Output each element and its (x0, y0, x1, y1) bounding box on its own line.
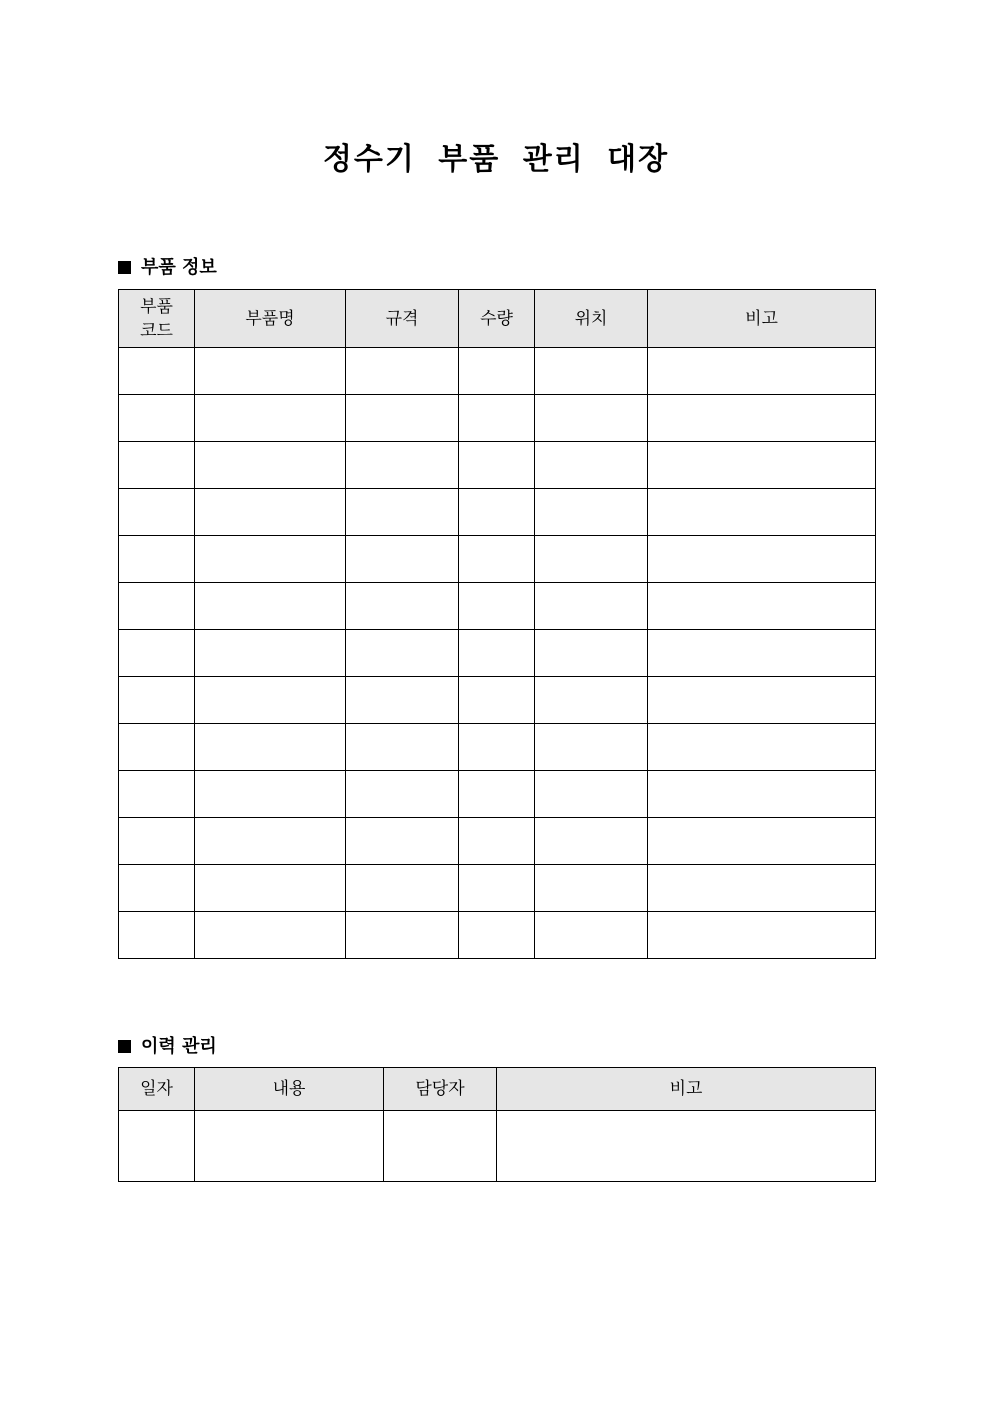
table-cell[interactable] (535, 348, 648, 395)
table-cell[interactable] (346, 489, 459, 536)
parts-table-header (119, 290, 876, 348)
history-table-row (119, 1111, 876, 1182)
table-cell[interactable] (195, 912, 346, 959)
table-cell[interactable] (459, 348, 535, 395)
table-cell[interactable] (195, 536, 346, 583)
table-cell[interactable] (459, 818, 535, 865)
table-cell[interactable] (459, 583, 535, 630)
table-cell[interactable] (119, 583, 195, 630)
table-cell[interactable] (648, 771, 876, 818)
table-cell[interactable] (648, 865, 876, 912)
table-cell[interactable] (535, 771, 648, 818)
table-cell[interactable] (119, 630, 195, 677)
table-cell[interactable] (119, 442, 195, 489)
parts-section-heading (118, 253, 217, 279)
table-cell[interactable] (346, 630, 459, 677)
table-cell[interactable] (195, 583, 346, 630)
column-header-quantity: 수량 (459, 290, 535, 348)
parts-table-row (119, 583, 876, 630)
table-cell[interactable] (535, 630, 648, 677)
parts-table-row (119, 395, 876, 442)
table-cell[interactable] (346, 442, 459, 489)
table-cell[interactable] (535, 489, 648, 536)
table-cell[interactable] (459, 630, 535, 677)
table-cell[interactable] (119, 865, 195, 912)
column-header-location: 위치 (535, 290, 648, 348)
table-cell[interactable] (346, 677, 459, 724)
table-cell[interactable] (648, 583, 876, 630)
table-cell[interactable] (535, 536, 648, 583)
table-cell[interactable] (384, 1111, 497, 1182)
table-cell[interactable] (535, 912, 648, 959)
table-cell[interactable] (459, 489, 535, 536)
table-cell[interactable] (535, 442, 648, 489)
table-cell[interactable] (195, 771, 346, 818)
table-cell[interactable] (346, 536, 459, 583)
table-cell[interactable] (119, 395, 195, 442)
table-cell[interactable] (535, 583, 648, 630)
square-bullet-icon (118, 261, 131, 274)
table-cell[interactable] (648, 912, 876, 959)
table-cell[interactable] (119, 912, 195, 959)
parts-table-row (119, 442, 876, 489)
parts-table-row (119, 630, 876, 677)
table-cell[interactable] (195, 1111, 384, 1182)
table-cell[interactable] (195, 489, 346, 536)
table-cell[interactable] (346, 912, 459, 959)
table-cell[interactable] (648, 395, 876, 442)
history-section-heading (118, 1032, 217, 1058)
history-table-header (119, 1068, 876, 1111)
parts-table-row (119, 677, 876, 724)
table-cell[interactable] (119, 536, 195, 583)
column-header-content: 내용 (195, 1068, 384, 1111)
table-cell[interactable] (195, 395, 346, 442)
table-cell[interactable] (459, 395, 535, 442)
table-cell[interactable] (346, 583, 459, 630)
table-cell[interactable] (648, 677, 876, 724)
column-header-history-remarks: 비고 (497, 1068, 876, 1111)
parts-table-row (119, 536, 876, 583)
parts-section-title: 부품 정보 (141, 257, 217, 278)
table-cell[interactable] (195, 818, 346, 865)
page-title: 정수기 부품 관리 대장 (322, 142, 670, 177)
table-cell[interactable] (119, 771, 195, 818)
table-cell[interactable] (535, 865, 648, 912)
table-cell[interactable] (648, 348, 876, 395)
table-cell[interactable] (648, 724, 876, 771)
table-cell[interactable] (535, 724, 648, 771)
table-cell[interactable] (648, 630, 876, 677)
column-header-date: 일자 (119, 1068, 195, 1111)
table-cell[interactable] (459, 442, 535, 489)
table-cell[interactable] (195, 677, 346, 724)
history-section-title: 이력 관리 (141, 1036, 217, 1057)
parts-table-row (119, 489, 876, 536)
table-cell[interactable] (195, 724, 346, 771)
table-cell[interactable] (648, 489, 876, 536)
table-cell[interactable] (119, 348, 195, 395)
table-cell[interactable] (346, 771, 459, 818)
table-cell[interactable] (459, 724, 535, 771)
table-cell[interactable] (648, 818, 876, 865)
square-bullet-icon (118, 1040, 131, 1053)
table-cell[interactable] (346, 395, 459, 442)
table-cell[interactable] (459, 677, 535, 724)
table-cell[interactable] (535, 395, 648, 442)
table-cell[interactable] (535, 677, 648, 724)
parts-table-row (119, 865, 876, 912)
table-cell[interactable] (195, 865, 346, 912)
table-cell[interactable] (459, 536, 535, 583)
table-cell[interactable] (535, 818, 648, 865)
column-header-spec: 규격 (346, 290, 459, 348)
table-cell[interactable] (195, 442, 346, 489)
table-cell[interactable] (648, 442, 876, 489)
table-cell[interactable] (119, 1111, 195, 1182)
parts-table-row (119, 912, 876, 959)
table-cell[interactable] (459, 865, 535, 912)
column-header-part-code: 부품 코드 (119, 290, 195, 348)
table-cell[interactable] (119, 677, 195, 724)
column-header-person-in-charge: 담당자 (384, 1068, 497, 1111)
table-cell[interactable] (459, 771, 535, 818)
table-cell[interactable] (346, 818, 459, 865)
parts-table-row (119, 724, 876, 771)
history-table (118, 1067, 876, 1182)
table-cell[interactable] (119, 818, 195, 865)
table-cell[interactable] (195, 630, 346, 677)
table-cell[interactable] (346, 865, 459, 912)
parts-table-row (119, 818, 876, 865)
column-header-remarks: 비고 (648, 290, 876, 348)
parts-table (118, 289, 876, 959)
table-cell[interactable] (346, 724, 459, 771)
parts-table-row (119, 348, 876, 395)
table-cell[interactable] (119, 724, 195, 771)
table-cell[interactable] (497, 1111, 876, 1182)
table-cell[interactable] (119, 489, 195, 536)
parts-table-row (119, 771, 876, 818)
table-cell[interactable] (648, 536, 876, 583)
column-header-part-name: 부품명 (195, 290, 346, 348)
table-cell[interactable] (459, 912, 535, 959)
table-cell[interactable] (346, 348, 459, 395)
table-cell[interactable] (195, 348, 346, 395)
